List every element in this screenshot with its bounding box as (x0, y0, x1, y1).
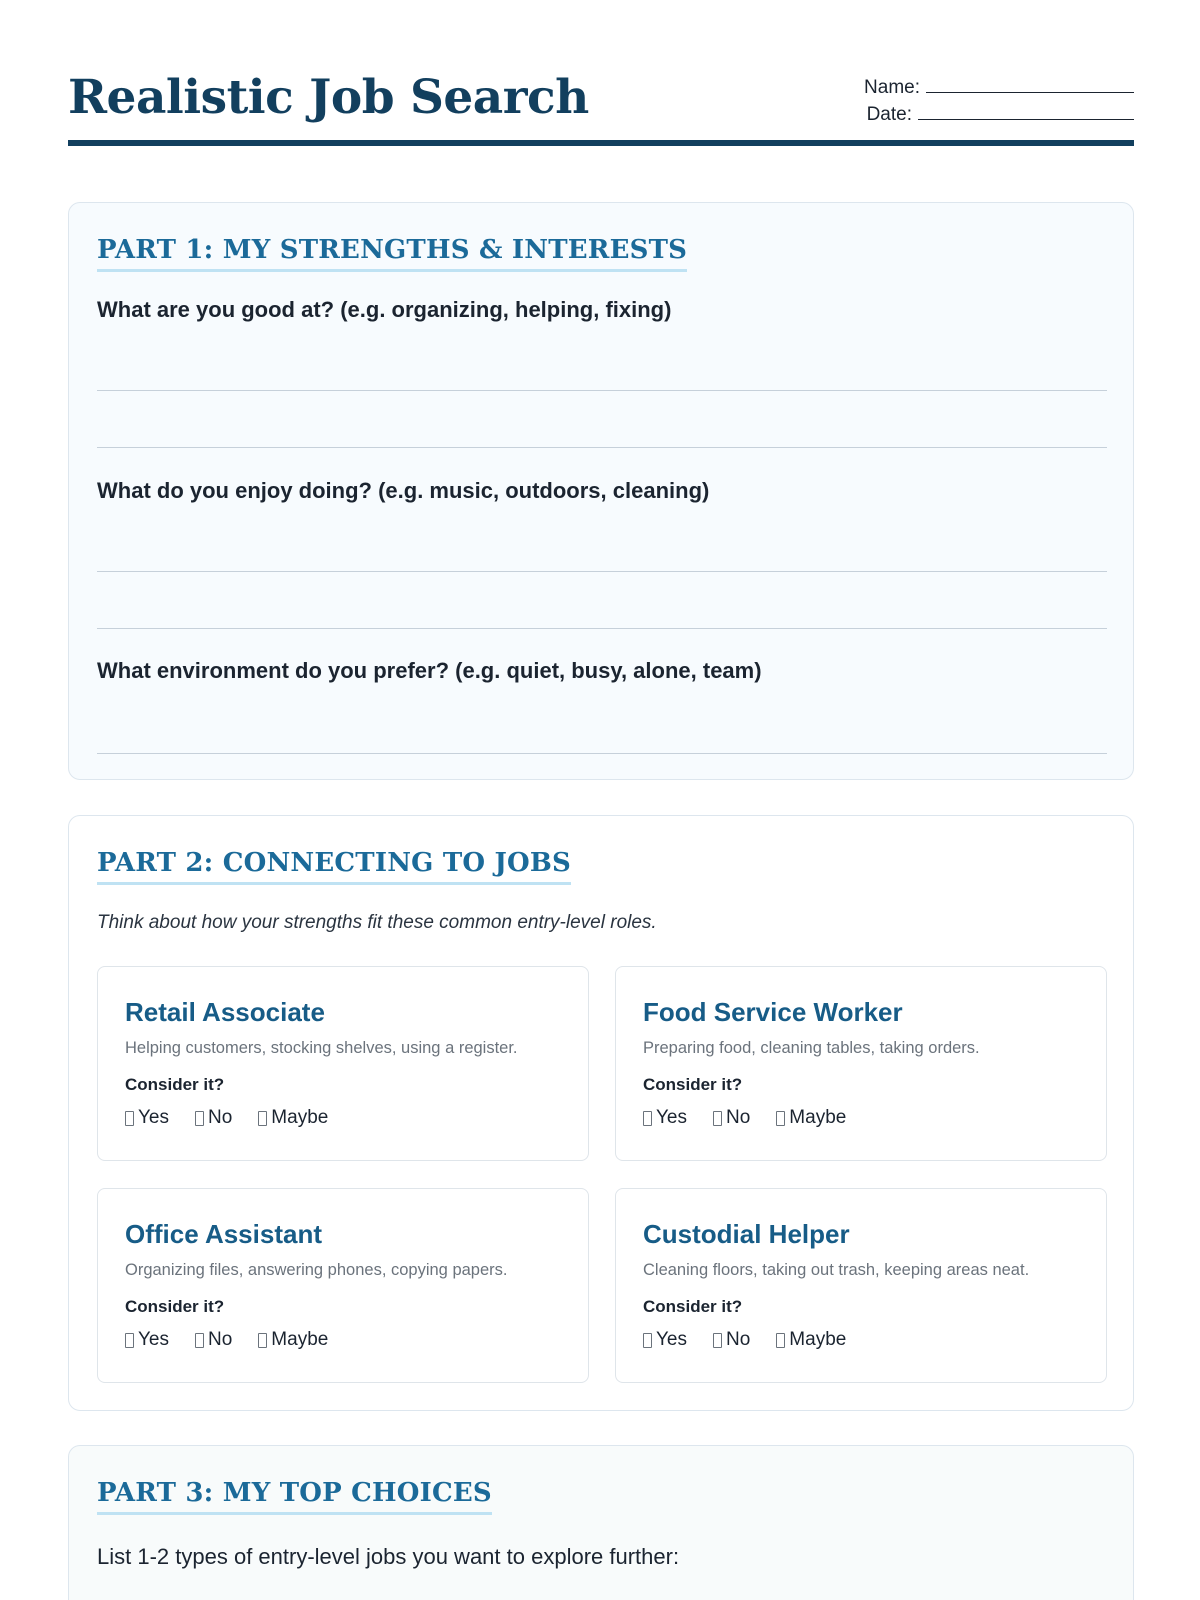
consider-label: Consider it? (643, 1297, 743, 1316)
header-divider (68, 140, 1134, 146)
option-maybe[interactable] (258, 1107, 328, 1129)
part2-title: PART 2: CONNECTING TO JOBS (97, 848, 571, 885)
part1-section (68, 202, 1134, 780)
job-card-office-assistant (97, 1188, 589, 1383)
checkbox-icon[interactable] (125, 1333, 134, 1348)
option-label: No (208, 1107, 233, 1128)
checkbox-icon[interactable] (643, 1333, 652, 1348)
option-maybe[interactable] (776, 1107, 846, 1129)
checkbox-icon[interactable] (776, 1111, 785, 1126)
job-title: Food Service Worker (643, 997, 903, 1027)
consider-options (125, 1107, 328, 1129)
answer-line[interactable] (97, 447, 1107, 448)
checkbox-icon[interactable] (258, 1333, 267, 1348)
consider-options (643, 1329, 846, 1351)
worksheet-header (68, 62, 1134, 148)
consider-options (643, 1107, 846, 1129)
option-label: Maybe (271, 1329, 329, 1350)
option-maybe[interactable] (258, 1329, 328, 1351)
answer-line[interactable] (97, 571, 1107, 572)
option-label: No (208, 1329, 233, 1350)
name-row (864, 74, 1134, 101)
job-description: Helping customers, stocking shelves, using a register. (125, 1039, 518, 1057)
consider-options (125, 1329, 328, 1351)
job-card-custodial-helper (615, 1188, 1107, 1383)
part2-intro: Think about how your strengths fit these common entry-level roles. (97, 912, 657, 933)
checkbox-icon[interactable] (258, 1111, 267, 1126)
option-no[interactable] (195, 1329, 232, 1351)
job-description: Organizing files, answering phones, copying papers. (125, 1261, 508, 1279)
question-enjoy: What do you enjoy doing? (e.g. music, outdoors, cleaning) (97, 478, 710, 503)
checkbox-icon[interactable] (713, 1111, 722, 1126)
name-field[interactable] (926, 77, 1134, 93)
checkbox-icon[interactable] (713, 1333, 722, 1348)
date-row (864, 101, 1134, 128)
job-card-food-service-worker (615, 966, 1107, 1161)
question-good-at: What are you good at? (e.g. organizing, helping, fixing) (97, 297, 672, 322)
option-label: Yes (656, 1107, 687, 1128)
job-title: Custodial Helper (643, 1219, 850, 1249)
page-title: Realistic Job Search (68, 70, 589, 125)
name-label: Name: (864, 77, 920, 98)
answer-line[interactable] (97, 390, 1107, 391)
date-label: Date: (866, 104, 912, 125)
option-yes[interactable] (643, 1329, 687, 1351)
checkbox-icon[interactable] (776, 1333, 785, 1348)
name-date-block (864, 74, 1134, 128)
date-field[interactable] (918, 104, 1134, 120)
option-no[interactable] (713, 1107, 750, 1129)
option-label: No (726, 1329, 751, 1350)
answer-line[interactable] (97, 753, 1107, 754)
answer-line[interactable] (97, 628, 1107, 629)
job-title: Retail Associate (125, 997, 325, 1027)
option-label: Maybe (789, 1107, 847, 1128)
option-label: Yes (656, 1329, 687, 1350)
part3-section (68, 1445, 1134, 1600)
option-label: No (726, 1107, 751, 1128)
part3-title: PART 3: MY TOP CHOICES (97, 1478, 492, 1515)
checkbox-icon[interactable] (125, 1111, 134, 1126)
option-label: Maybe (789, 1329, 847, 1350)
option-label: Yes (138, 1329, 169, 1350)
job-card-retail-associate (97, 966, 589, 1161)
option-maybe[interactable] (776, 1329, 846, 1351)
option-no[interactable] (195, 1107, 232, 1129)
consider-label: Consider it? (125, 1297, 225, 1316)
part2-section (68, 815, 1134, 1411)
job-title: Office Assistant (125, 1219, 322, 1249)
checkbox-icon[interactable] (195, 1111, 204, 1126)
option-label: Yes (138, 1107, 169, 1128)
option-yes[interactable] (643, 1107, 687, 1129)
part3-prompt: List 1-2 types of entry-level jobs you want to explore further: (97, 1544, 680, 1569)
option-yes[interactable] (125, 1107, 169, 1129)
checkbox-icon[interactable] (195, 1333, 204, 1348)
consider-label: Consider it? (125, 1075, 225, 1094)
option-no[interactable] (713, 1329, 750, 1351)
checkbox-icon[interactable] (643, 1111, 652, 1126)
option-label: Maybe (271, 1107, 329, 1128)
option-yes[interactable] (125, 1329, 169, 1351)
question-environment: What environment do you prefer? (e.g. quiet, busy, alone, team) (97, 658, 762, 683)
job-description: Cleaning floors, taking out trash, keeping areas neat. (643, 1261, 1030, 1279)
part1-title: PART 1: MY STRENGTHS & INTERESTS (97, 235, 687, 272)
job-description: Preparing food, cleaning tables, taking orders. (643, 1039, 980, 1057)
consider-label: Consider it? (643, 1075, 743, 1094)
